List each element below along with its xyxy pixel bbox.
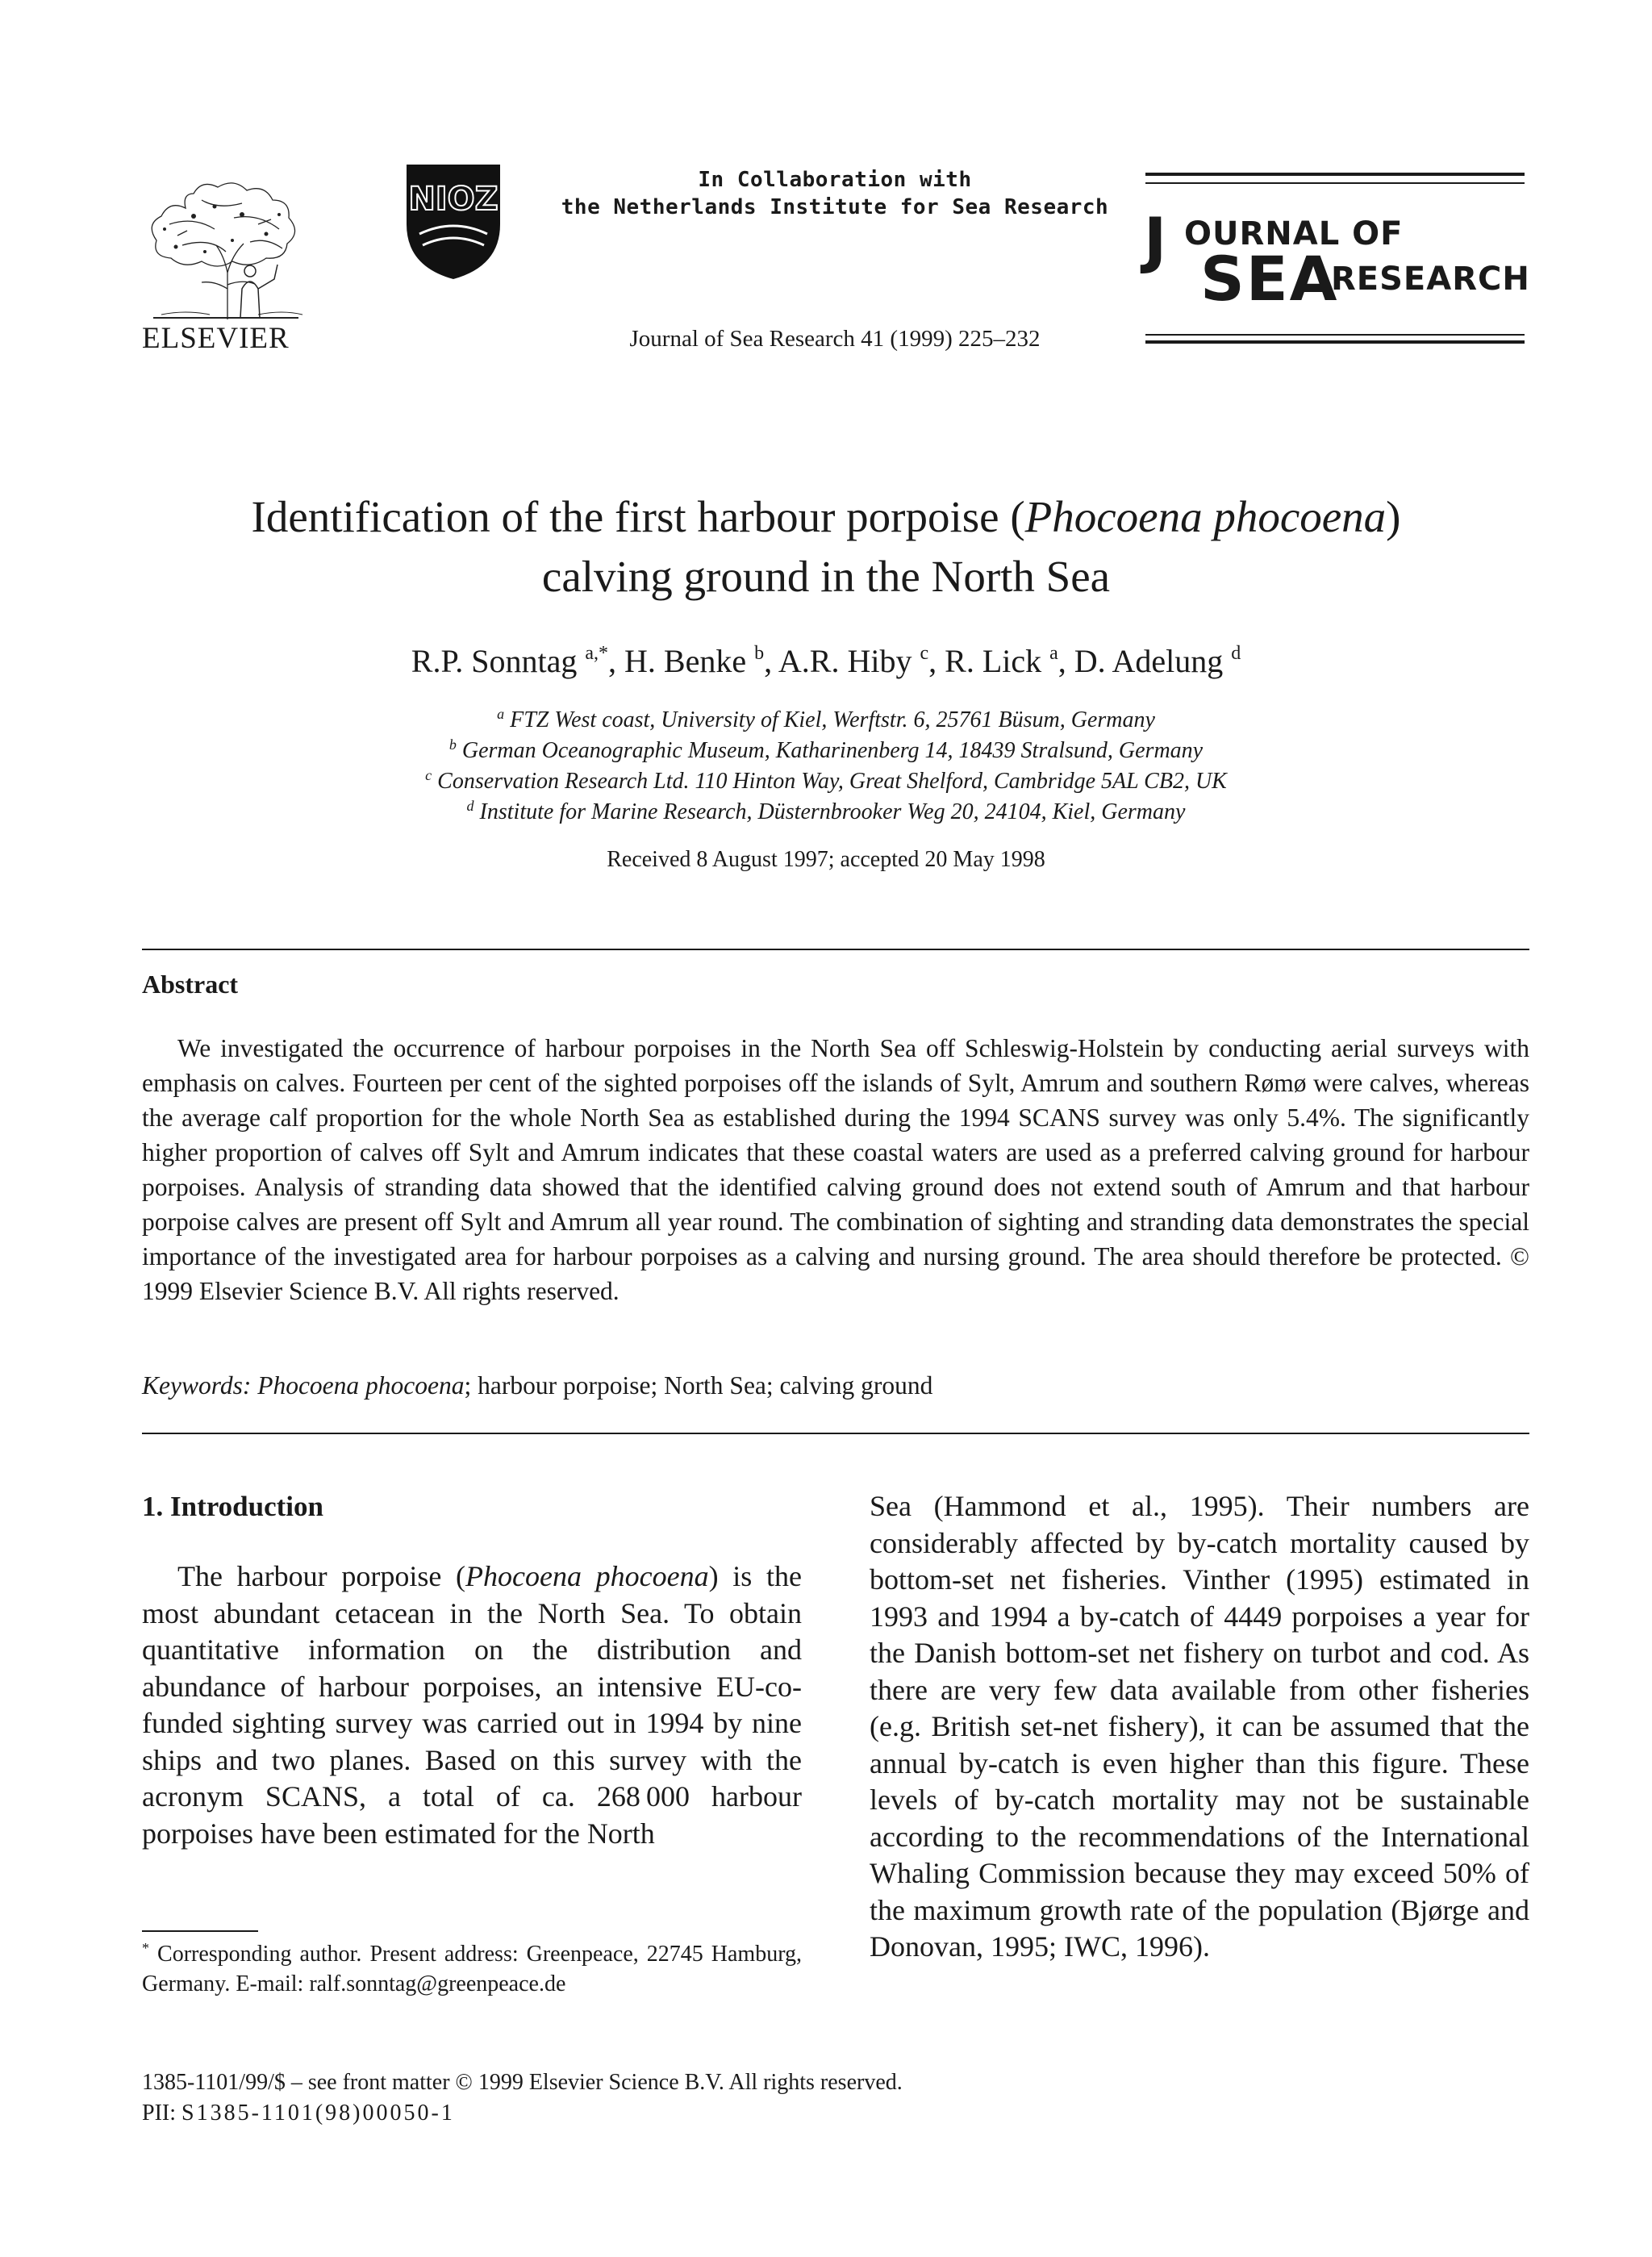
- pii-label: PII:: [142, 2101, 181, 2126]
- author-separator: ,: [608, 643, 625, 679]
- section-heading-introduction: 1. Introduction: [142, 1491, 323, 1522]
- affiliation-item: [121, 705, 1531, 736]
- journal-citation: Journal of Sea Research 41 (1999) 225–232: [629, 326, 1041, 352]
- article-title: [121, 487, 1531, 607]
- collaboration-note: [557, 166, 1113, 221]
- author-name: D. Adelung: [1074, 643, 1224, 679]
- pii-value: S1385-1101(98)00050-1: [181, 2101, 455, 2126]
- intro-species-name: Phocoena phocoena: [465, 1560, 709, 1592]
- collaboration-line-2: the Netherlands Institute for Sea Research: [561, 195, 1109, 219]
- footnote-marker: *: [142, 1940, 149, 1956]
- nioz-logo-text: NIOZ: [408, 181, 499, 218]
- affiliation-text: Conservation Research Ltd. 110 Hinton Way, Great Shelford, Cambridge 5AL CB2, UK: [437, 769, 1227, 794]
- author-affiliation-marker: a,*: [585, 643, 609, 664]
- author-name: R.P. Sonntag: [411, 643, 578, 679]
- affiliation-marker: a: [497, 706, 505, 722]
- affiliation-list: [121, 705, 1531, 828]
- nioz-shield-logo: [403, 161, 503, 282]
- affiliation-text: Institute for Marine Research, Düsternbrooker Weg 20, 24104, Kiel, Germany: [479, 799, 1186, 824]
- affiliation-item: [121, 736, 1531, 766]
- issn-copyright-line: 1385-1101/99/$ – see front matter © 1999 Elsevier Science B.V. All rights reserved.: [142, 2070, 903, 2095]
- author-affiliation-marker: b: [754, 643, 765, 664]
- author-affiliation-marker: c: [920, 643, 929, 664]
- keyword-species: Phocoena phocoena: [257, 1371, 465, 1400]
- keywords-line: [142, 1371, 1529, 1400]
- affiliation-marker: c: [425, 767, 432, 783]
- pii-line: [142, 2101, 455, 2126]
- intro-text-part-1: The harbour porpoise (: [177, 1560, 465, 1592]
- intro-left-column: [142, 1558, 802, 1852]
- journal-logo-rule-top: [1145, 173, 1525, 176]
- journal-logo-rule-bottom-thin: [1145, 334, 1525, 336]
- keywords-rest: ; harbour porpoise; North Sea; calving ground: [464, 1371, 933, 1400]
- author-separator: ,: [1058, 643, 1074, 679]
- collaboration-line-1: In Collaboration with: [698, 168, 972, 192]
- abstract-heading: Abstract: [142, 970, 239, 999]
- title-species-name: Phocoena phocoena: [1024, 492, 1387, 541]
- affiliation-text: German Oceanographic Museum, Katharinenberg 14, 18439 Stralsund, Germany: [461, 738, 1204, 763]
- elsevier-tree-logo: [137, 168, 315, 321]
- title-text-part-2: ): [1386, 492, 1401, 541]
- abstract-text: We investigated the occurrence of harbour porpoises in the North Sea off Schleswig-Holstein by conducting aerial surveys with emphasis on calves. Fourteen per cent of the sighted porpoises off the islands of Sylt, Amrum and southern Rømø were calves, whereas the average calf proportion for the whole North Sea as established during the 1994 SCANS survey was only 5.4%. The significantly higher proportion of calves off Sylt and Amrum indicates that these coastal waters are used as a preferred calving ground for harbour porpoises. Analysis of stranding data showed that the identified calving ground does not extend south of Amrum and that harbour porpoise calves are present off Sylt and Amrum all year round. The combination of sighting and stranding data demonstrates the special importance of the investigated area for harbour porpoises as a calving and nursing ground. The area should therefore be protected. © 1999 Elsevier Science B.V. All rights reserved.: [142, 1034, 1529, 1305]
- publisher-name: ELSEVIER: [142, 322, 290, 355]
- footnote-text: Corresponding author. Present address: Greenpeace, 22745 Hamburg, Germany. E-mail: ralf.sonntag@greenpeace.de: [142, 1942, 803, 1996]
- author-name: A.R. Hiby: [778, 643, 912, 679]
- footnote-rule: [142, 1930, 258, 1932]
- affiliation-marker: b: [448, 736, 457, 753]
- journal-logo-rule-bottom: [1145, 340, 1525, 344]
- journal-logo-j: J: [1144, 204, 1167, 276]
- corresponding-author-footnote: [142, 1939, 802, 1999]
- author-affiliation-marker: d: [1231, 643, 1241, 664]
- author-list: [121, 642, 1531, 680]
- title-text-part-1: Identification of the first harbour porpoise (: [251, 492, 1025, 541]
- affiliation-item: [121, 797, 1531, 828]
- journal-of-sea-research-logo: [1144, 204, 1530, 315]
- author-separator: ,: [764, 643, 778, 679]
- journal-logo-rule-top-thin: [1145, 182, 1525, 184]
- author-name: R. Lick: [945, 643, 1042, 679]
- keywords-label: Keywords:: [142, 1371, 252, 1400]
- affiliation-text: FTZ West coast, University of Kiel, Werftstr. 6, 25761 Büsum, Germany: [510, 707, 1155, 732]
- author-separator: ,: [928, 643, 945, 679]
- abstract-rule-bottom: [142, 1433, 1529, 1434]
- intro-right-column: Sea (Hammond et al., 1995). Their numbers are considerably affected by by-catch mortality caused by bottom-set net fisheries. Vinther (1995) estimated in 1993 and 1994 a by-catch of 4449 porpoises a year for the Danish bottom-set net fishery on turbot and cod. As there are very few data available from other fisheries (e.g. British set-net fishery), it can be assumed that the annual by-catch is even higher than this figure. These levels of by-catch mortality may not be sustainable according to the recommendations of the International Whaling Commission because they may exceed 50% of the maximum growth rate of the population (Bjørge and Donovan, 1995; IWC, 1996).: [870, 1490, 1529, 1963]
- affiliation-item: [121, 766, 1531, 797]
- author-affiliation-marker: a: [1049, 643, 1058, 664]
- author-name: H. Benke: [624, 643, 747, 679]
- abstract-rule-top: [142, 949, 1529, 950]
- journal-logo-sea: SEA: [1200, 243, 1339, 315]
- affiliation-marker: d: [466, 798, 474, 814]
- journal-logo-ournal-of: OURNAL OF: [1184, 215, 1404, 252]
- intro-text-part-2: ) is the most abundant cetacean in the North Sea. To obtain quantitative information on the distribution and abundance of harbour porpoises, an intensive EU-cofunded sighting survey was carried out in 1994 by nine ships and two planes. Based on this survey with the acronym SCANS, a total of ca. 268 000 harbour porpoises have been estimated for the North: [142, 1560, 802, 1850]
- journal-logo-research: RESEARCH: [1331, 261, 1530, 298]
- received-dates: Received 8 August 1997; accepted 20 May 1998: [607, 847, 1045, 872]
- title-line-2: calving ground in the North Sea: [541, 552, 1111, 601]
